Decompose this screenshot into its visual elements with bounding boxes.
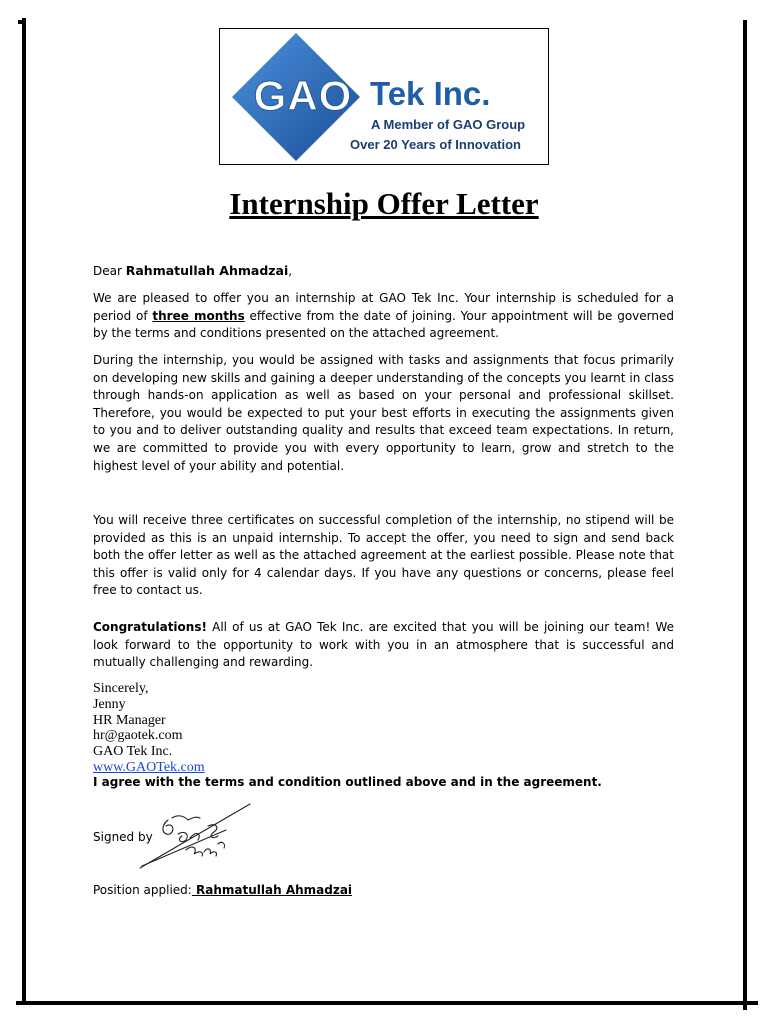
paragraph-1-text-b: effective from the date of joining. Your appointment will be governed by the terms and conditions presented on the attached agreement. <box>93 308 674 341</box>
greeting-punct: , <box>288 264 293 278</box>
position-label: Position applied: <box>93 883 192 897</box>
paragraph-4-body: All of us at GAO Tek Inc. are excited that you will be joining our team! We look forward to the opportunity to work with you in an atmosphere that is successful and mutually challenging and rewarding. <box>93 620 674 670</box>
position-applied <box>93 883 352 897</box>
paragraph-4 <box>93 619 674 672</box>
paragraph-1 <box>93 290 674 343</box>
congratulations-lead: Congratulations! <box>93 620 207 634</box>
closing-block <box>93 681 205 776</box>
closing-sincerely: Sincerely, <box>93 681 149 696</box>
page-border-right <box>743 20 747 1010</box>
position-value: Rahmatullah Ahmadzai <box>191 883 353 897</box>
logo-company-text: Tek Inc. <box>370 75 491 112</box>
paragraph-3: You will receive three certificates on successful completion of the internship, no stipend will be provided as this is an unpaid internship. To accept the offer, you need to sign and send back both the offer letter as well as the attached agreement at the earliest possible. Please note that this offer is valid only for 4 calendar days. If you have any questions or concerns, please feel free to contact us. <box>93 513 674 598</box>
page-border-bottom <box>16 1001 758 1005</box>
logo-brand-text: GAO <box>253 72 353 119</box>
closing-email: hr@gaotek.com <box>93 728 183 744</box>
closing-company: GAO Tek Inc. <box>93 744 173 760</box>
page-title <box>0 186 768 222</box>
signed-by-label: Signed by <box>93 830 153 844</box>
closing-name: Jenny <box>93 696 126 712</box>
agreement-statement: I agree with the terms and condition outlined above and in the agreement. <box>93 775 602 789</box>
duration-emphasis: three months <box>152 308 245 323</box>
logo-tagline-1: A Member of GAO Group <box>371 117 526 132</box>
logo-tagline-2: Over 20 Years of Innovation <box>350 137 521 152</box>
website-link[interactable]: www.GAOTek.com <box>93 759 205 775</box>
paragraph-2: During the internship, you would be assigned with tasks and assignments that focus primarily on developing new skills and gaining a deeper understanding of the concepts you learnt in class through hands-on application as well as based on your personal and professional skillset. Therefore, you would be expected to put your best efforts in executing the assignments given to you and to deliver outstanding quality and results that exceed team expectations. In return, we are committed to provide you with every opportunity to learn, grow and stretch to the highest level of your ability and potential. <box>93 353 674 473</box>
page-border-left <box>22 18 26 1004</box>
greeting <box>93 262 674 281</box>
paragraph-1-text-a: We are pleased to offer you an internship at GAO Tek Inc. Your internship is scheduled for a period of <box>93 291 674 323</box>
title-text: Internship Offer Letter <box>229 186 539 221</box>
closing-role: HR Manager <box>93 712 166 728</box>
company-logo <box>219 28 549 165</box>
signature-image <box>138 800 254 870</box>
greeting-salutation: Dear <box>93 264 122 278</box>
recipient-name: Rahmatullah Ahmadzai <box>125 263 289 278</box>
